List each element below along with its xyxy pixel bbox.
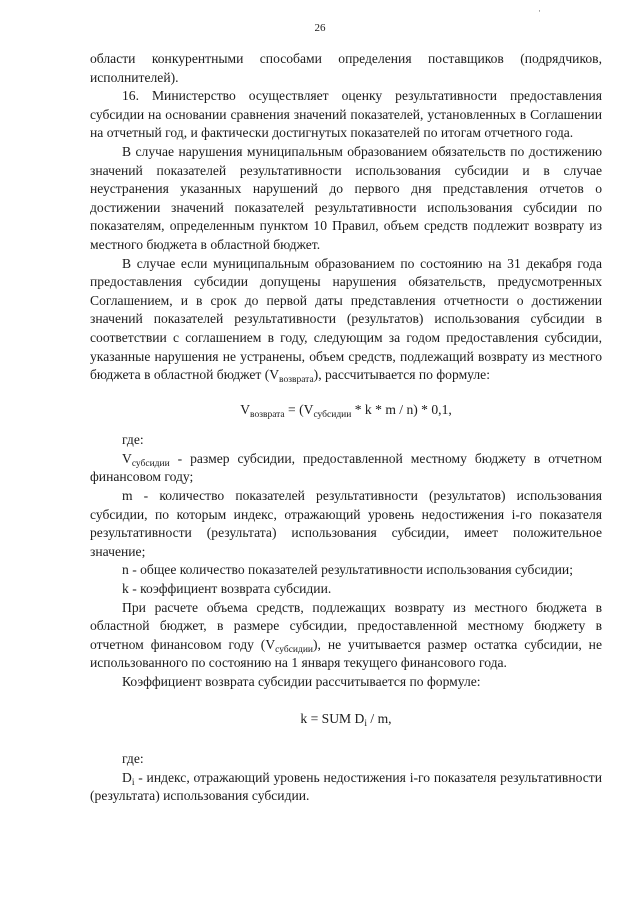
formula-coefficient (90, 710, 602, 729)
definition-v-subsidii (90, 450, 602, 487)
definition-k: k - коэффициент возврата субсидии. (122, 581, 332, 597)
corner-mark: · (538, 6, 541, 16)
paragraph-refund-text: В случае если муниципальным образованием по состоянию на 31 декабря года предоставления субсидии допущены нарушения обязательств, предусмотренных Соглашением, и в срок до первой даты представления отчетности о достижении значений показателей результативности (результатов) использования субсидии в соответствии с соглашением в году, следующим за годом предоставления субсидии, указанные нарушения не устранены, объем средств, подлежащий возврату из местного бюджета в областной бюджет (V (90, 255, 602, 383)
def-d-sub: i (131, 777, 135, 788)
remainder-end: ), не учитывается размер остатка субсидии, не использованного по состоянию на 1 января текущего финансового года. (90, 636, 602, 671)
paragraph-violation: В случае нарушения муниципальным образованием обязательств по достижению значений показателей результативности использования субсидии и в случае неустранения указанных нарушений до первого дня представления отчетов о достижении значений показателей результативности использования субсидии по показателям, определенным пунктом 10 Правил, объем средств подлежит возврату из местного бюджета в областной бюджет. (90, 143, 602, 252)
definition-m: m - количество показателей результативности (результатов) использования субсидии, по которым индекс, отражающий уровень недостижения i-го показателя результативности (результата) использования субсидии, имеет положительное значение; (90, 488, 602, 559)
formula2-right: / m, (367, 710, 392, 726)
paragraph-coefficient: Коэффициент возврата субсидии рассчитывается по формуле: (122, 674, 481, 689)
formula-sub-vozvrata: возврата (250, 409, 285, 420)
remainder-text: При расчете объема средств, подлежащих возврату из местного бюджета в областной бюджет, в размере субсидии, предоставленной местному бюджету в отчетном финансовом году (V (90, 599, 602, 652)
paragraph-refund-condition (90, 255, 602, 385)
def-d-text: - индекс, отражающий уровень недостижения i-го показателя результативности (результата) использования субсидии. (90, 769, 602, 804)
definition-n: n - общее количество показателей результативности использования субсидии; (122, 562, 573, 578)
formula-v: V (240, 401, 251, 417)
def-d-symbol: D (122, 769, 132, 785)
paragraph-16: 16. Министерство осуществляет оценку результативности предоставления субсидии на основании сравнения значений показателей, установленных в Соглашении на отчетный год, и фактически достигнутых показателей по итогам отчетного года. (90, 88, 602, 141)
document-body (90, 50, 602, 806)
formula2-sub: i (364, 718, 368, 729)
formula2-left: k = SUM D (300, 710, 365, 726)
where-label-2: где: (122, 751, 144, 767)
paragraph-remainder (90, 599, 602, 673)
page-number: 26 (314, 22, 326, 34)
def-v-sub: субсидии (131, 458, 170, 469)
where-label: где: (122, 432, 144, 448)
formula-rest: * k * m / n) * 0,1, (351, 401, 452, 417)
paragraph-continued: области конкурентными способами определения поставщиков (подрядчиков, исполнителей). (90, 51, 602, 85)
paragraph-refund-end: ), рассчитывается по формуле: (313, 367, 490, 383)
remainder-sub: субсидии (275, 644, 314, 655)
def-v-symbol: V (122, 450, 132, 466)
formula-eq: = (V (284, 401, 314, 417)
definition-d (90, 769, 602, 806)
subscript-vozvrata: возврата (279, 375, 314, 386)
formula-sub-subsidii: субсидии (313, 409, 352, 420)
def-v-text: - размер субсидии, предоставленной местному бюджету в отчетном финансовом году; (90, 450, 602, 485)
formula-refund-volume (90, 401, 602, 420)
